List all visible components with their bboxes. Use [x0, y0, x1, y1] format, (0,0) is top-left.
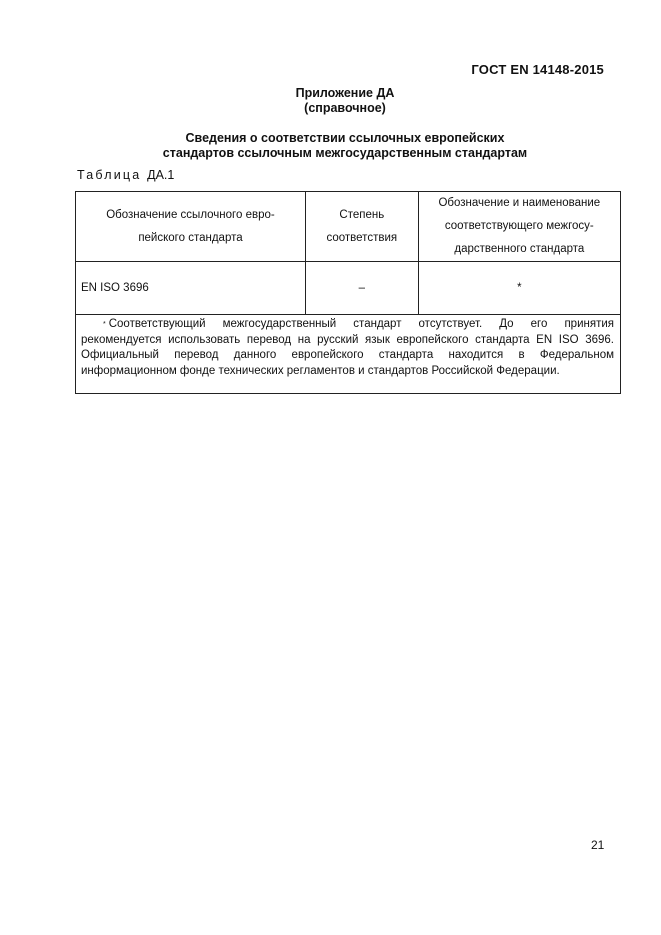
appendix-title-line1: Приложение ДА [295, 86, 395, 100]
header-text: Обозначение и наименование [438, 197, 601, 209]
header-text: пейского стандарта [138, 231, 243, 244]
table-header-row [76, 192, 621, 262]
section-heading-line2: стандартов ссылочным межгосударственным стандартам [162, 146, 528, 160]
footnote-mark: * [103, 321, 106, 328]
table-caption-number: ДА.1 [147, 168, 175, 182]
section-heading [0, 131, 661, 161]
header-text: дарственного стандарта [454, 243, 585, 255]
header-cell-interstate-standard [418, 192, 620, 262]
header-text: соответствия [326, 231, 398, 244]
header-text: Степень [339, 208, 385, 221]
table-caption [77, 168, 174, 182]
document-code: ГОСТ EN 14148-2015 [471, 62, 604, 77]
cell-interstate [418, 262, 620, 315]
appendix-title [0, 86, 661, 116]
table-footnote-row [76, 315, 621, 394]
correspondence-table [75, 191, 621, 394]
page-number: 21 [591, 838, 605, 852]
cell-standard [76, 262, 306, 315]
header-text: соответствующего межгосу- [444, 220, 594, 232]
footnote-text: Соответствующий межгосударственный стандарт отсутствует. До его принятия рекомендуется использовать перевод на русский язык европейского стандарта EN ISO 3696. Официальный перевод данного европейского стандарта находится в Федеральном информационном фонде технических регламентов и стандартов Российской Федерации. [81, 318, 614, 377]
appendix-title-line2: (справочное) [304, 101, 386, 115]
cell-degree [305, 262, 418, 315]
table-footnote [76, 315, 621, 394]
header-cell-reference-standard [76, 192, 306, 262]
cell-degree-text: – [358, 282, 366, 294]
cell-interstate-text: * [517, 282, 522, 294]
section-heading-line1: Сведения о соответствии ссылочных европейских [185, 131, 505, 145]
table-row [76, 262, 621, 315]
header-text: Обозначение ссылочного евро- [106, 208, 275, 221]
header-cell-degree [305, 192, 418, 262]
table-caption-label: Таблица [77, 168, 142, 182]
cell-standard-text: EN ISO 3696 [81, 282, 149, 294]
